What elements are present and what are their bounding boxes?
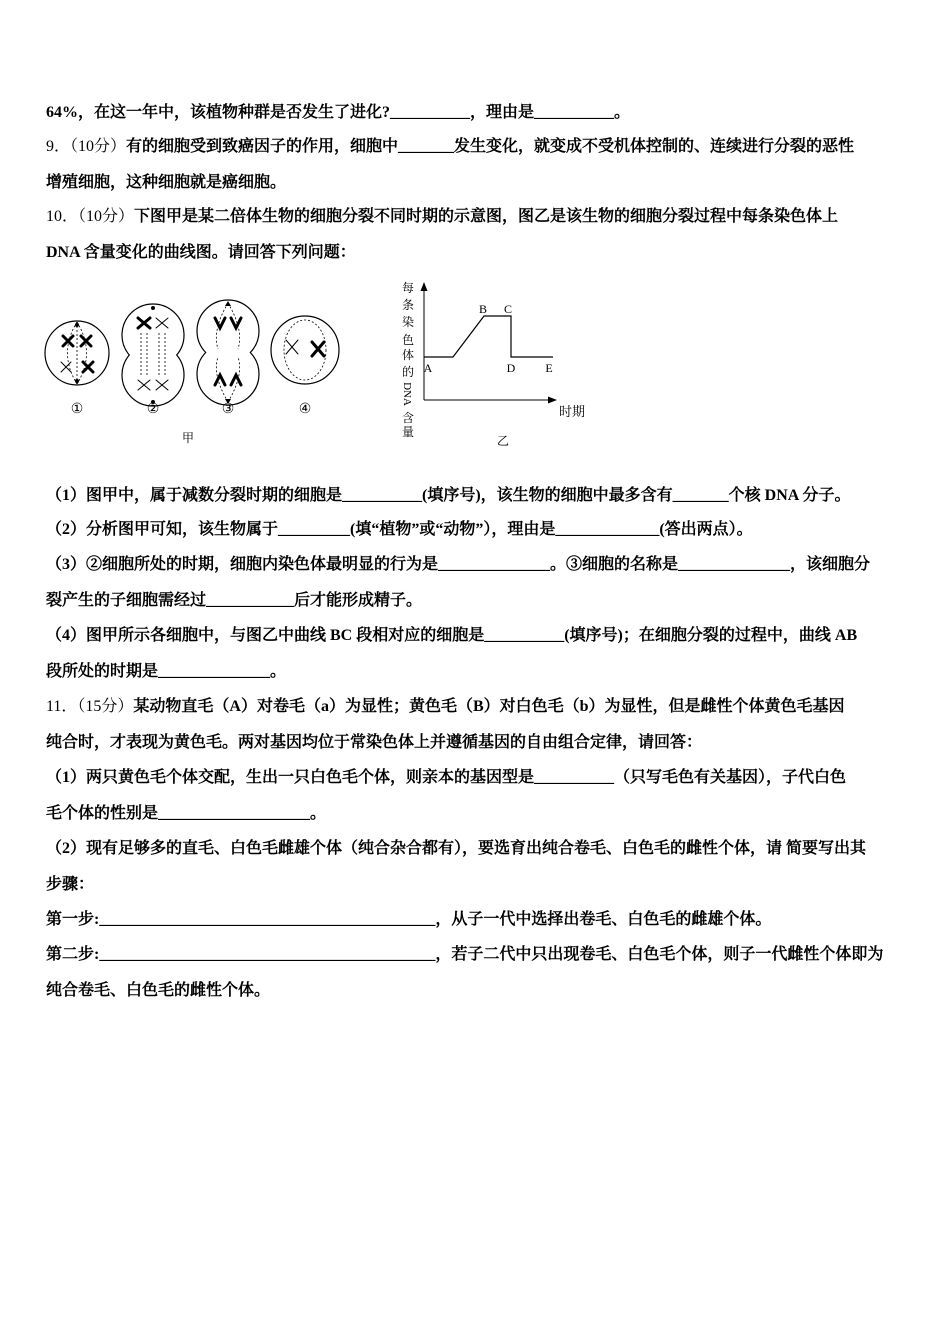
point-label-c: C [503,302,513,316]
chromosome [215,318,225,328]
chromosome [312,342,324,356]
q10-stem-line-1 [46,207,838,227]
q11-part-2-line-2: 步骤： [46,876,95,893]
cell-label-2: ② [146,402,160,417]
chromosome [138,318,150,328]
y-label-char: 条 [401,298,415,312]
y-axis-arrow [421,282,428,291]
q11-stem-line-2: 纯合时，才表现为黄色毛。两对基因均位于常染色体上并遵循基因的自由组合定律，请回答： [46,734,703,751]
chromosome [286,340,298,354]
q11-step-2-line-2: 纯合卷毛、白色毛的雌性个体。 [46,982,271,999]
y-label-char: 染 [401,315,415,329]
y-label-char: 的 [401,365,415,379]
q10-part-3-line-1: （3）②细胞所处的时期，细胞内染色体最明显的行为是______________。③细胞的名称是______________，该细胞分 [46,556,871,573]
figure-jia-caption: 甲 [181,431,195,445]
cell-4 [271,316,339,384]
chromosome [156,318,168,328]
q10-stem-text-1: 下图甲是某二倍体生物的细胞分裂不同时期的示意图，图乙是该生物的细胞分裂过程中每条染色体上 [134,208,839,225]
chromosome [156,380,168,390]
cell-1-spindle [68,322,87,384]
cell-2 [122,304,184,406]
x-axis-arrow [548,397,557,404]
q11-number: 11．（15分） [46,698,134,715]
cell-4-membrane [271,316,339,384]
point-label-a: A [423,361,433,375]
q11-part-1-line-1: （1）两只黄色毛个体交配，生出一只白色毛个体，则亲本的基因型是__________（只写毛色有关基因），子代白色 [46,769,847,786]
q10-number: 10．（10分） [46,208,135,225]
q10-part-2: （2）分析图甲可知，该生物属于_________(填“植物”或“动物”），理由是_____________(答出两点）。 [46,521,753,538]
cell-3-spindle [216,303,239,402]
x-axis-label: 时期 [558,404,586,419]
q10-figure [40,275,620,455]
chromosome [231,375,241,385]
point-label-d: D [506,361,516,375]
q11-step-2-line-1: 第二步:__________________________________________，若子二代中只出现卷毛、白色毛个体，则子一代雌性个体即为 [46,946,884,963]
cell-label-4: ④ [298,402,312,417]
point-label-b: B [478,302,488,316]
q11-stem-text-1: 某动物直毛（A）对卷毛（a）为显性；黄色毛（B）对白色毛（b）为显性，但是雌性个体黄色毛基因 [133,698,845,715]
q11-part-2-line-1: （2）现有足够多的直毛、白色毛雌雄个体（纯合杂合都有），要选育出纯合卷毛、白色毛的雌性个体，请 简要写出其 [46,840,867,857]
q11-step-1: 第一步:__________________________________________，从子一代中选择出卷毛、白色毛的雌雄个体。 [46,911,772,928]
centriole [75,323,79,327]
q9-number: 9．（10分） [46,138,127,155]
q8-tail-line: 64%，在这一年中，该植物种群是否发生了进化?__________，理由是__________。 [46,104,631,121]
cell-3 [197,300,259,405]
y-label-char: 每 [401,281,415,295]
y-label-dna: DNA [401,382,413,406]
q10-part-4-line-1: （4）图甲所示各细胞中，与图乙中曲线 BC 段相对应的细胞是__________(填序号)；在细胞分裂的过程中，曲线 AB [46,627,858,644]
q9-text-1: 有的细胞受到致癌因子的作用，细胞中_______发生变化，就变成不受机体控制的、连续进行分裂的恶性 [126,138,855,155]
q11-stem-line-1 [46,697,845,717]
cell-2-membrane [122,304,184,406]
cell-label-1: ① [70,402,84,417]
centriole [75,379,79,383]
q10-part-4-line-2: 段所处的时期是______________。 [46,663,287,680]
cell-1 [45,321,109,385]
y-axis-label [401,280,414,439]
figure-yi-caption: 乙 [496,434,510,448]
figure-jia [45,300,339,445]
y-label-char: 含 [401,411,415,425]
chromosome [231,318,241,328]
q10-stem-line-2: DNA 含量变化的曲线图。请回答下列问题： [46,244,356,261]
dna-content-curve [424,316,553,357]
y-label-char: 体 [401,348,415,362]
chromosome [83,362,93,372]
figure-yi [401,280,585,448]
y-label-char: 色 [401,333,415,347]
centriole [225,301,231,306]
cell-3-membrane [197,300,259,405]
q11-part-1-line-2: 毛个体的性别是___________________。 [46,805,327,822]
chromosome [138,380,150,390]
chromosome [215,375,225,385]
chromosome [61,362,71,372]
q9-line-2: 增殖细胞，这种细胞就是癌细胞。 [46,174,287,191]
cell-2-spindle [141,333,165,377]
cell-label-3: ③ [221,402,235,417]
q10-part-3-line-2: 裂产生的子细胞需经过___________后才能形成精子。 [46,592,423,609]
point-label-e: E [545,361,553,375]
q10-part-1: （1）图甲中，属于减数分裂时期的细胞是__________(填序号)，该生物的细胞中最多含有_______个核 DNA 分子。 [46,487,851,504]
centriole [151,306,155,310]
q9-line-1 [46,137,854,157]
y-label-char: 量 [401,425,415,439]
